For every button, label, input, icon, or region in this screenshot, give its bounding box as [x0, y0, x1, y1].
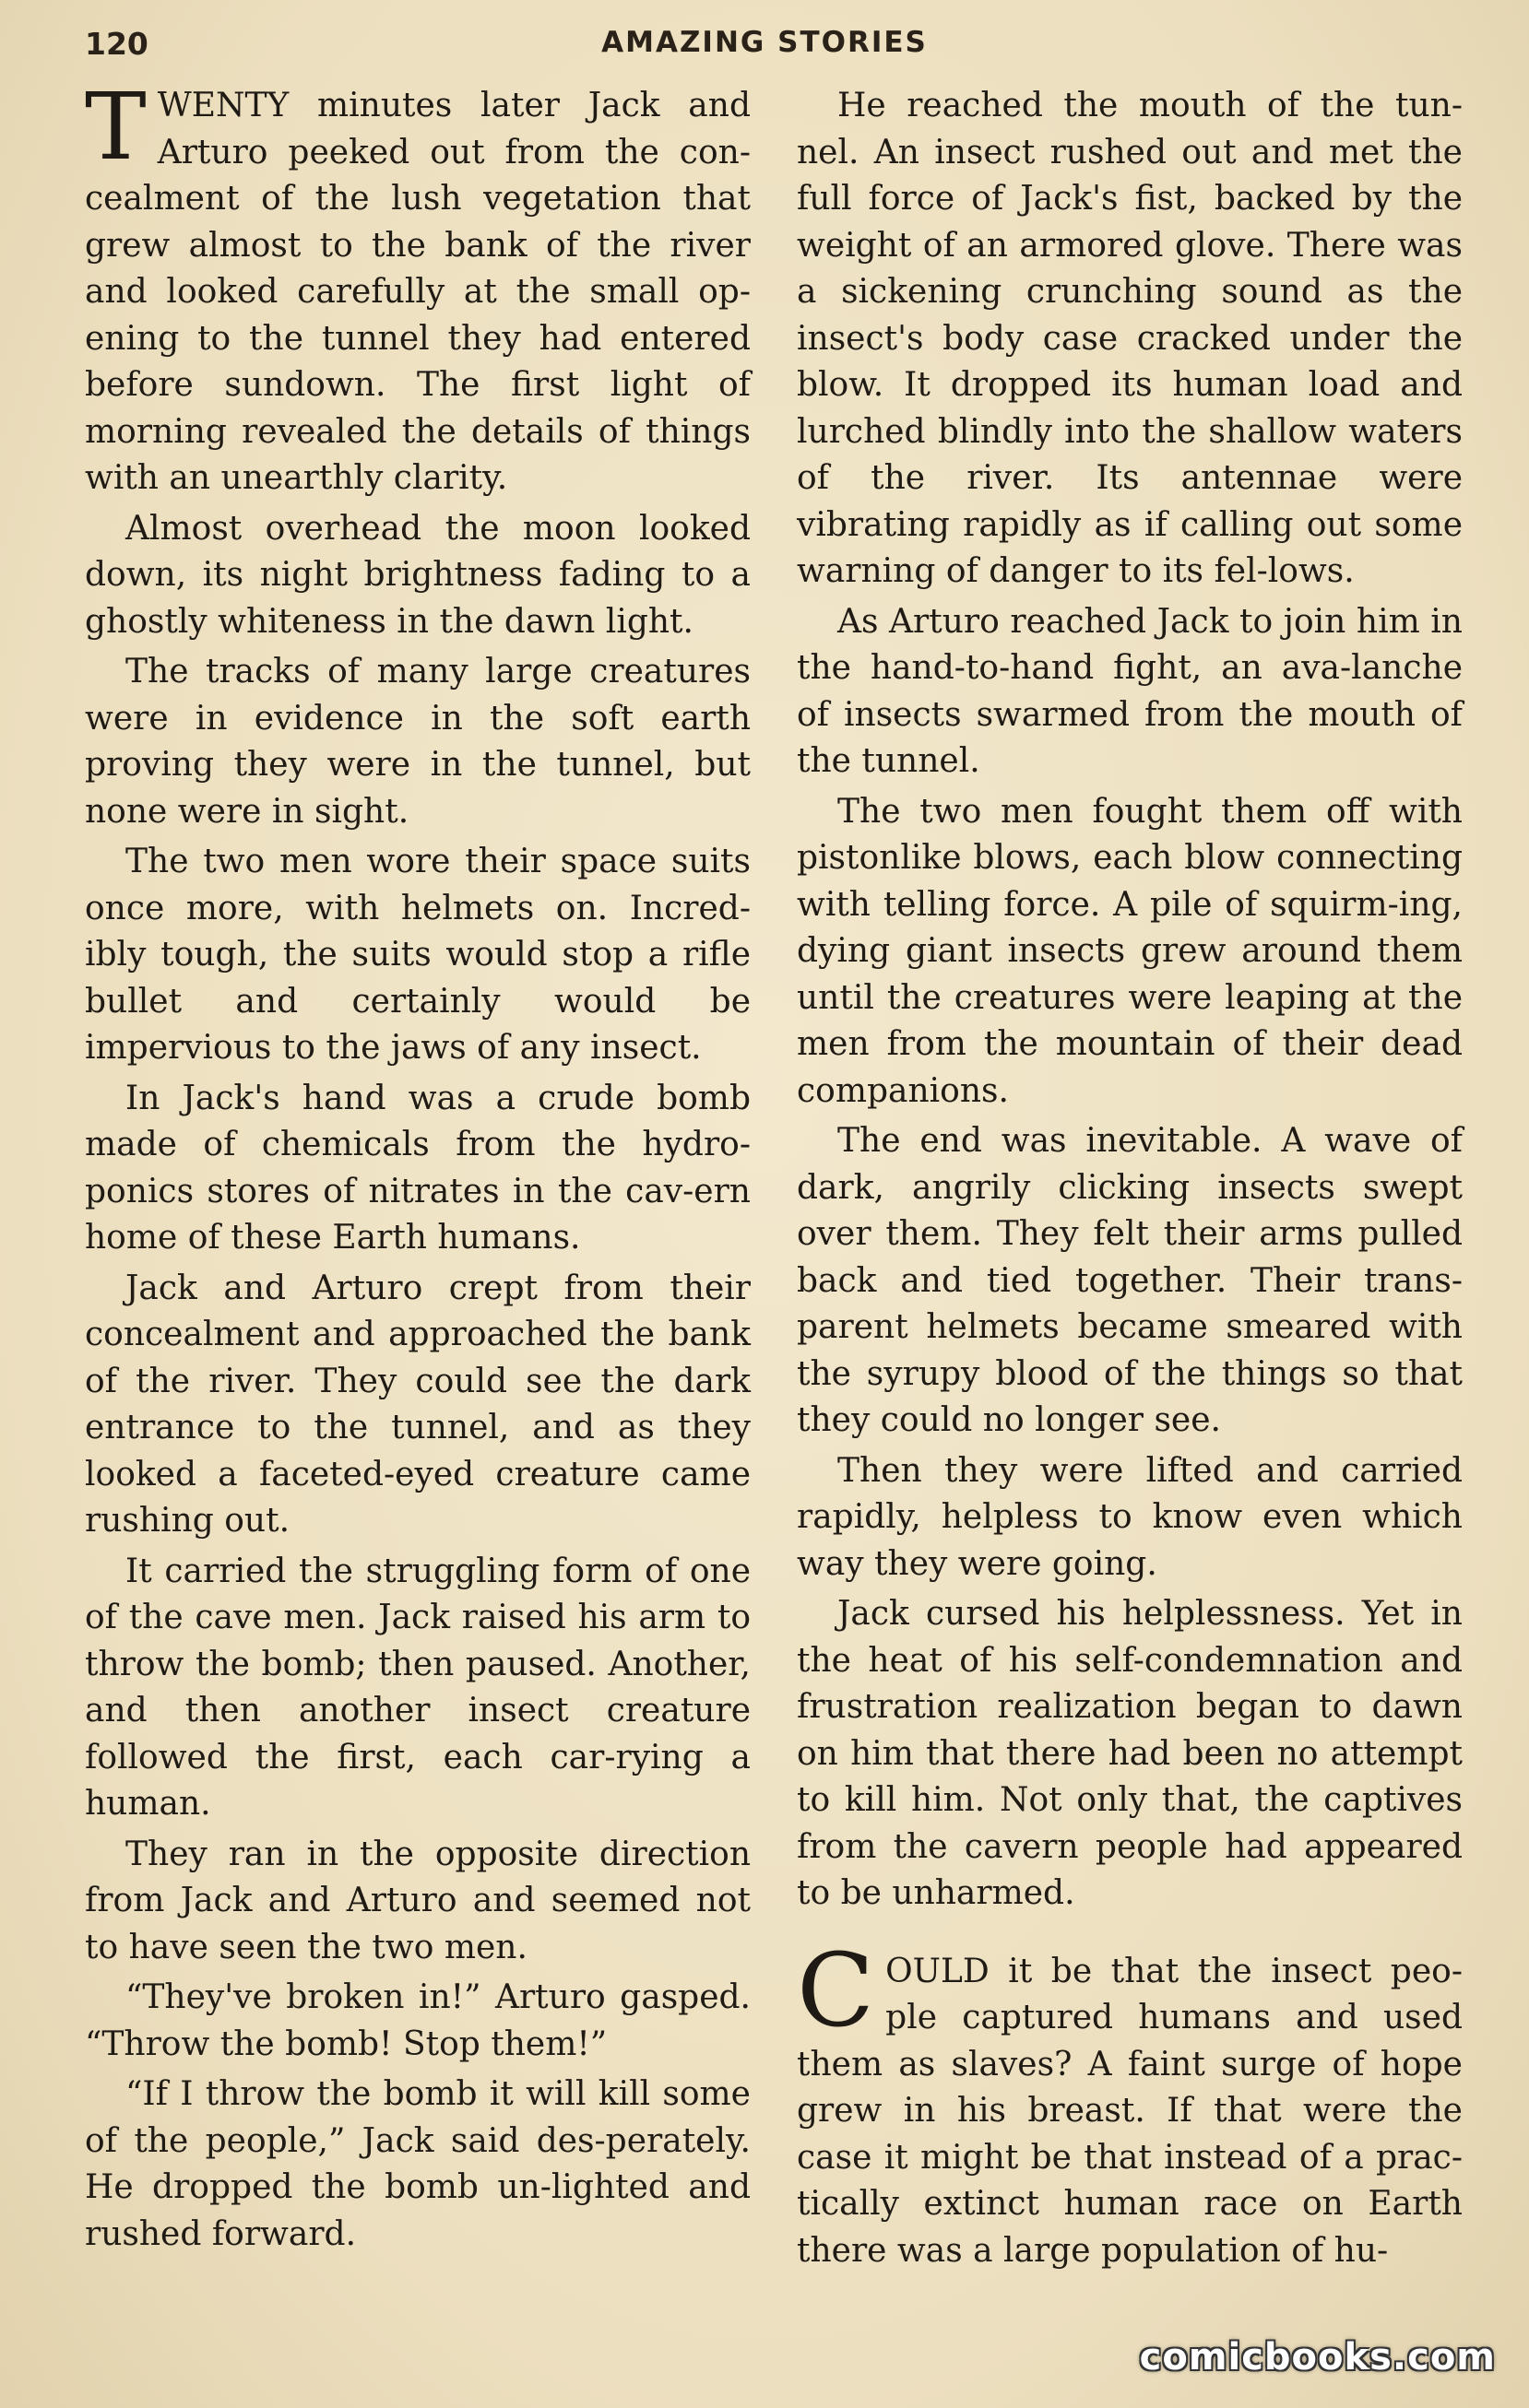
paragraph-9: “They've broken in!” Arturo gasped. “Throw the bomb! Stop them!” [85, 1978, 751, 2063]
paragraph-text: OULD it be that the insect peo-ple captured humans and used them as slaves? A faint surge of hope grew in his breast. If that were the case it might be that instead of a prac-tically extinct human race on Earth there was a large population of hu- [797, 1952, 1463, 2270]
paragraph-15: Then they were lifted and carried rapidly, helpless to know even which way they were going. [797, 1451, 1463, 1583]
paragraph-1 [85, 73, 751, 502]
paragraph-16: Jack cursed his helplessness. Yet in the heat of his self-condemnation and frustration realization began to dawn on him that there had been no attempt to kill him. Not only that, the captives from the cavern people had appeared to be unharmed. [797, 1595, 1463, 1912]
page-number: 120 [85, 26, 148, 62]
left-column [85, 73, 751, 2261]
paragraph-14: The end was inevitable. A wave of dark, angrily clicking insects swept over them. They felt their arms pulled back and tied together. Their trans-parent helmets became smeared with the syrupy blood of the things so that they could no longer see. [797, 1122, 1463, 1439]
paragraph-4: The two men wore their space suits once more, with helmets on. Incred-ibly tough, the suits would stop a rifle bullet and certainly would be impervious to the jaws of any insect. [85, 843, 751, 1067]
paragraph-11: He reached the mouth of the tun-nel. An insect rushed out and met the full force of Jack's fist, backed by the weight of an armored glove. There was a sickening crunching sound as the insect's body case cracked under the blow. It dropped its human load and lurched blindly into the shallow waters of the river. Its antennae were vibrating rapidly as if calling out some warning of danger to its fel-lows. [797, 87, 1463, 590]
watermark-logo: comicbooks.com [1139, 2336, 1496, 2378]
paragraph-6: Jack and Arturo crept from their concealment and approached the bank of the river. They could see the dark entrance to the tunnel, and as they looked a faceted-eyed creature came rushing out. [85, 1269, 751, 1540]
paragraph-10: “If I throw the bomb it will kill some of the people,” Jack said des-perately. He dropped the bomb un-lighted and rushed forward. [85, 2075, 751, 2253]
right-column [797, 83, 1463, 2278]
page-header [85, 26, 1444, 72]
paragraph-7: It carried the struggling form of one of the cave men. Jack raised his arm to throw the bomb; then paused. Another, and then another insect creature followed the first, each car-rying a human. [85, 1552, 751, 1823]
paragraph-12: As Arturo reached Jack to join him in the hand-to-hand fight, an ava-lanche of insects swarmed from the mouth of the tunnel. [797, 602, 1463, 780]
drop-cap: C [797, 1930, 875, 2049]
running-title: AMAZING STORIES [601, 26, 928, 59]
drop-cap: T [85, 73, 147, 181]
section-break [797, 1921, 1463, 1949]
paragraph-17 [797, 1930, 1463, 2275]
paragraph-2: Almost overhead the moon looked down, its night brightness fading to a ghostly whiteness in the dawn light. [85, 509, 751, 641]
paragraph-text: WENTY minutes later Jack and Arturo peeked out from the con-cealment of the lush vegetation that grew almost to the bank of the river and looked carefully at the small op-ening to the tunnel they had entered before sundown. The first light of morning revealed the details of things with an unearthly clarity. [85, 87, 751, 497]
paragraph-5: In Jack's hand was a crude bomb made of chemicals from the hydro-ponics stores of nitrates in the cav-ern home of these Earth humans. [85, 1079, 751, 1257]
paragraph-3: The tracks of many large creatures were in evidence in the soft earth proving they were in the tunnel, but none were in sight. [85, 653, 751, 831]
paragraph-13: The two men fought them off with pistonlike blows, each blow connecting with telling force. A pile of squirm-ing, dying giant insects grew around them until the creatures were leaping at the men from the mountain of their dead companions. [797, 792, 1463, 1110]
paragraph-8: They ran in the opposite direction from Jack and Arturo and seemed not to have seen the two men. [85, 1835, 751, 1966]
